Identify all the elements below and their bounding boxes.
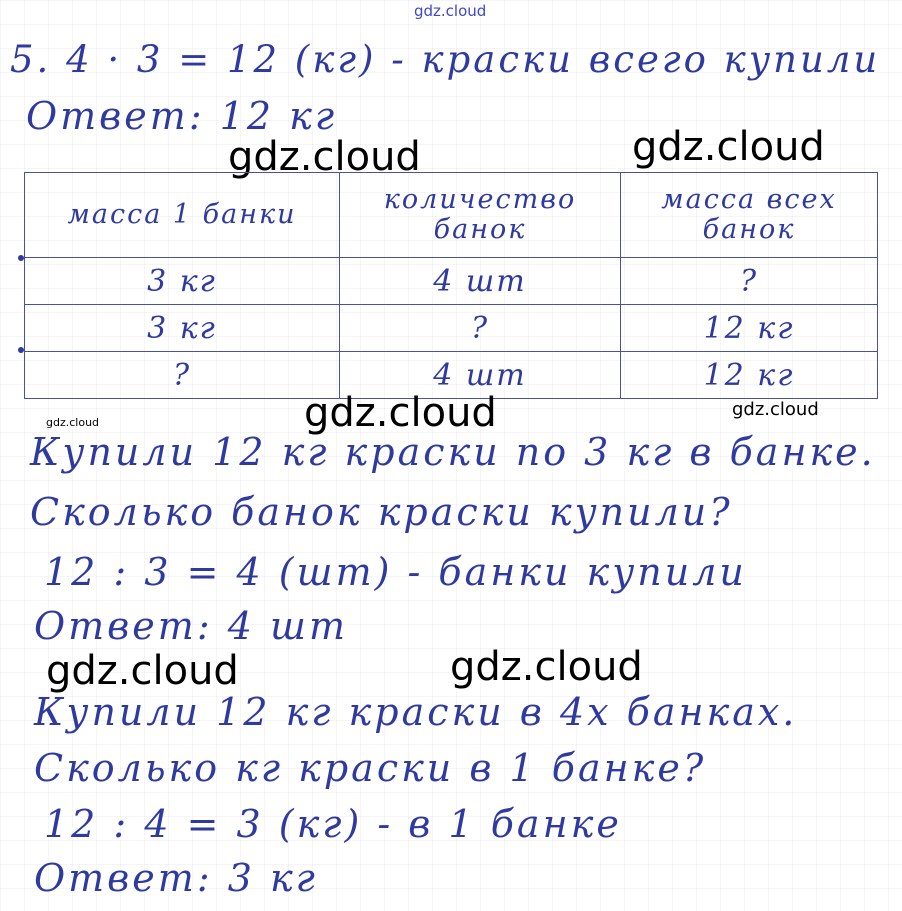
pen-dot bbox=[18, 347, 24, 353]
watermark-top: gdz.cloud bbox=[414, 2, 487, 20]
watermark: gdz.cloud bbox=[46, 648, 239, 694]
task2-solution-line: 12 : 3 = 4 (шт) - банки купили bbox=[44, 550, 747, 594]
watermark: gdz.cloud bbox=[228, 134, 421, 180]
table-cell: 12 кг bbox=[621, 352, 878, 399]
task2-answer-line: Ответ: 4 шт bbox=[34, 604, 348, 648]
header-cell: масса всех банок bbox=[621, 173, 878, 258]
task3-condition-line: Купили 12 кг краски в 4х банках. bbox=[34, 690, 798, 734]
watermark: gdz.cloud bbox=[304, 390, 497, 436]
table-cell: 3 кг bbox=[25, 258, 340, 305]
watermark: gdz.cloud bbox=[732, 399, 819, 420]
table-cell: ? bbox=[621, 258, 878, 305]
table-cell: 3 кг bbox=[25, 305, 340, 352]
pen-dot bbox=[18, 255, 24, 261]
table-cell: ? bbox=[340, 305, 621, 352]
table-cell: 4 шт bbox=[340, 352, 621, 399]
header-cell: количество банок bbox=[340, 173, 621, 258]
task3-question-line: Сколько кг краски в 1 банке? bbox=[34, 746, 707, 790]
task3-answer-line: Ответ: 3 кг bbox=[34, 856, 318, 900]
task1-answer-line: Ответ: 12 кг bbox=[26, 94, 338, 138]
task-table bbox=[24, 172, 878, 399]
watermark: gdz.cloud bbox=[46, 416, 100, 429]
task3-solution-line: 12 : 4 = 3 (кг) - в 1 банке bbox=[44, 802, 622, 846]
watermark: gdz.cloud bbox=[450, 644, 643, 690]
task2-condition-line: Купили 12 кг краски по 3 кг в банке. bbox=[30, 430, 876, 474]
table-cell: 4 шт bbox=[340, 258, 621, 305]
table-row bbox=[25, 258, 878, 305]
table-cell: ? bbox=[25, 352, 340, 399]
table-row bbox=[25, 305, 878, 352]
table-header-row bbox=[25, 173, 878, 258]
table-cell: 12 кг bbox=[621, 305, 878, 352]
header-cell: масса 1 банки bbox=[25, 173, 340, 258]
watermark: gdz.cloud bbox=[632, 124, 825, 170]
task1-solution-line: 5. 4 · 3 = 12 (кг) - краски всего купили bbox=[10, 38, 881, 81]
task2-question-line: Сколько банок краски купили? bbox=[30, 490, 733, 534]
